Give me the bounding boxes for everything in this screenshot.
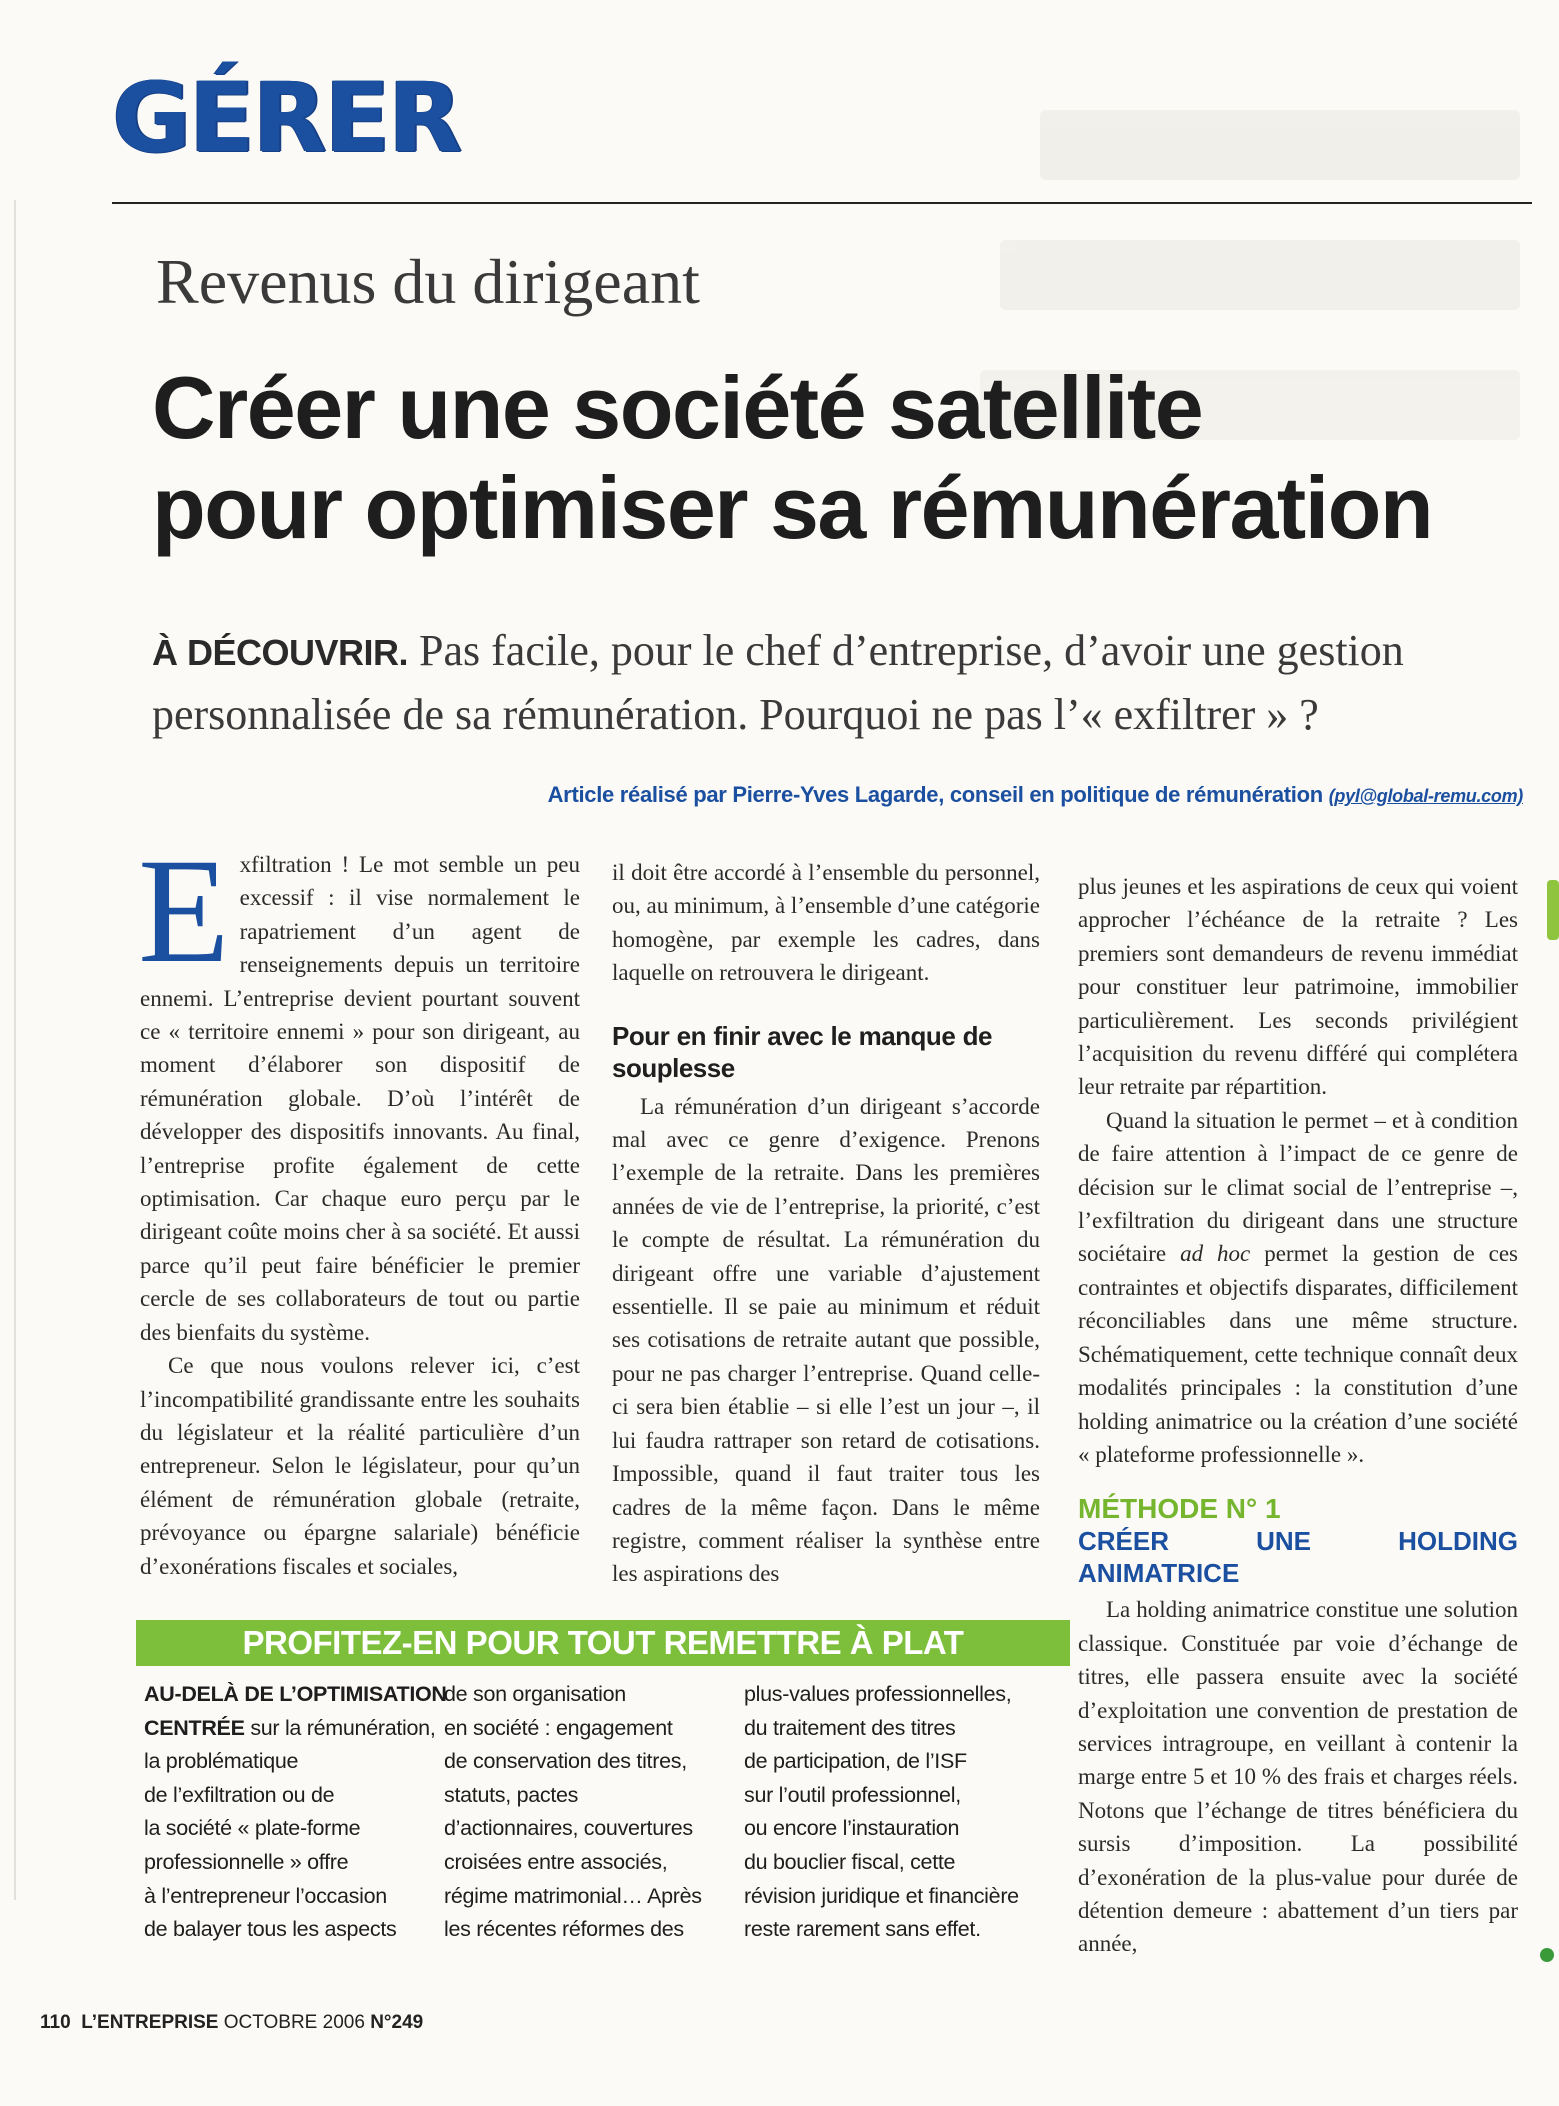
paragraph-text: xfiltration ! Le mot semble un peu excessif : il vise normalement le rapatriement d’un agent de renseignements depuis un territoire ennemi. L’entreprise devient pourtant souvent ce « territoire ennemi » pour son dirigeant, au moment d’élaborer son dispositif de rémunération globale. D’où l’intérêt de développer des dispositifs innovants. Au final, l’entreprise profite également de cette optimisation. Car chaque euro perçu par le dirigeant coûte moins cher à sa société. Et aussi parce qu’il peut faire bénéficier le premier cercle de ses collaborateurs de tout ou partie des bienfaits du système. [140,852,580,1345]
magazine-name: L’ENTREPRISE [81,2012,219,2033]
box-lead: CENTRÉE [144,1715,245,1740]
deck-lead: À DÉCOUVRIR. [152,632,409,673]
paragraph: il doit être accordé à l’ensemble du personnel, ou, au minimum, à l’ensemble d’une catégorie homogène, par exemple les cadres, dans laquelle on retrouvera le dirigeant. [612,860,1040,986]
box-line [144,1678,447,1712]
box-text: de l’exfiltration ou de [144,1782,335,1807]
headline-line-1: Créer une société satellite [152,358,1203,457]
paragraph [138,828,580,1349]
box-line: de participation, de l’ISF [744,1749,967,1774]
box-line [144,1779,434,1813]
box-text: professionnelle » offre [144,1849,349,1874]
box-line: d’actionnaires, couvertures [444,1816,693,1841]
article-kicker: Revenus du dirigeant [156,246,700,317]
paragraph: Ce que nous voulons relever ici, c’est l’incompatibilité grandissante entre les souhaits du législateur et la réalité particulière d’un entrepreneur. Selon le législateur, pour qu’un élément de rémunération globale (retraite, prévoyance ou épargne salariale) bénéficie d’exonérations fiscales et sociales, [140,1353,580,1579]
binding-edge-line [14,200,16,1900]
sidebar-box-column-2 [444,1678,724,1947]
box-line [144,1913,434,1947]
italic-term: ad hoc [1180,1241,1251,1267]
byline-text: Article réalisé par Pierre-Yves Lagarde, conseil en politique de rémunération [547,782,1329,807]
section-divider [112,202,1532,204]
headline-line-2: pour optimiser sa rémunération [152,458,1433,557]
box-line: sur l’outil professionnel, [744,1782,961,1807]
edge-tab-mark [1547,880,1559,940]
subheading: Pour en finir avec le manque de souplesse [612,1020,992,1083]
box-line: de conservation des titres, [444,1749,687,1774]
box-text: la société « plate-forme [144,1816,361,1841]
sidebar-box-column-3 [744,1678,1064,1947]
sidebar-box-header [136,1620,1070,1666]
section-title: GÉRER [112,62,460,174]
article-byline [548,782,1523,808]
method-title: CRÉER UNE HOLDING ANIMATRICE [1078,1526,1518,1589]
box-line: révision juridique et financière [744,1883,1019,1908]
paragraph-text: permet la gestion de ces contraintes et objectifs disparates, difficilement réconciliables dans une même structure. Schématiquement, cette technique connaît deux modalités principales : la constitution d’une holding animatrice ou la création d’une société « plateforme professionnelle ». [1078,1241,1518,1467]
box-line [144,1846,434,1880]
box-text: sur la rémunération, [244,1715,436,1740]
body-column-1 [138,828,580,1583]
issue-number: N°249 [370,2012,424,2033]
box-line: statuts, pactes [444,1782,579,1807]
box-line: reste rarement sans effet. [744,1917,981,1942]
box-line: du bouclier fiscal, cette [744,1849,956,1874]
box-text: la problématique [144,1749,299,1774]
article-deck [152,620,1532,746]
box-lead: AU-DELÀ DE L’OPTIMISATION [144,1682,447,1706]
body-column-3 [1078,870,1518,1961]
issue-date: OCTOBRE 2006 [223,2012,365,2033]
box-text: à l’entrepreneur l’occasion [144,1883,387,1908]
article-headline [152,358,1452,558]
paragraph [1078,1104,1518,1471]
sidebar-box-title: PROFITEZ-EN POUR TOUT REMETTRE À PLAT [242,1624,964,1661]
paragraph-text: Quand la situation le permet – et à condition de faire attention à l’impact de ce genre de décision sur le climat social de l’entreprise –, l’exfiltration du dirigeant dans une structure sociétaire [1078,1107,1518,1267]
box-line [144,1880,434,1914]
sidebar-box-column-1 [144,1678,447,1947]
method-number: MÉTHODE N° 1 [1078,1493,1281,1525]
paragraph: La holding animatrice constitue une solution classique. Constituée par voie d’échange de titres, elle passera ensuite avec la société d’exploitation une convention de prestation de services intragroupe, en veillant à contenir la marge entre 5 et 10 % des frais et charges réels. Notons que l’échange de titres bénéficiera du sursis d’imposition. La possibilité d’exonération de la plus-value pour durée de détention demeure : abattement d’un tiers par année, [1078,1597,1518,1957]
body-column-2 [612,856,1040,1591]
deck-text: Pas facile, pour le chef d’entreprise, d’avoir une gestion personnalisée de sa rémunération. Pourquoi ne pas l’« exfiltrer » ? [152,626,1404,739]
box-line [144,1745,434,1779]
box-line: ou encore l’instauration [744,1816,960,1841]
box-line: de son organisation [444,1682,626,1706]
edge-bullet-mark [1540,1948,1554,1962]
author-email-link[interactable]: (pyl@global-remu.com) [1328,786,1523,806]
box-line: du traitement des titres [744,1715,956,1740]
page-footer [40,2012,423,2034]
box-line: plus-values professionnelles, [744,1682,1012,1706]
box-line [144,1712,434,1746]
box-text: de balayer tous les aspects [144,1917,397,1942]
paragraph: La rémunération d’un dirigeant s’accorde mal avec ce genre d’exigence. Prenons l’exemple de la retraite. Dans les premières années de vie de l’entreprise, la priorité, c’est le compte de résultat. La rémunération du dirigeant offre une variable d’ajustement essentielle. Il se paie au minimum et réduit ses cotisations de retraite autant que possible, pour ne pas charger l’entreprise. Quand celle-ci sera bien établie – si elle l’est un jour –, il lui faudra rattraper son retard de cotisations. Impossible, quand il faut traiter tous les cadres de la même façon. Dans le même registre, comment réaliser la synthèse entre les aspirations des [612,1093,1040,1587]
drop-cap: E [138,828,230,994]
box-line: croisées entre associés, [444,1849,668,1874]
box-line: régime matrimonial… Après [444,1883,702,1908]
box-line: les récentes réformes des [444,1917,684,1942]
box-line [144,1812,434,1846]
box-line: en société : engagement [444,1715,673,1740]
page-number: 110 [40,2012,71,2033]
paragraph: plus jeunes et les aspirations de ceux qui voient approcher l’échéance de la retraite ? Les premiers sont demandeurs de revenu immédiat pour constituer leur patrimoine, immobilier particulièrement. Les seconds privilégient l’acquisition du revenu différé qui complétera leur retraite par répartition. [1078,874,1518,1100]
